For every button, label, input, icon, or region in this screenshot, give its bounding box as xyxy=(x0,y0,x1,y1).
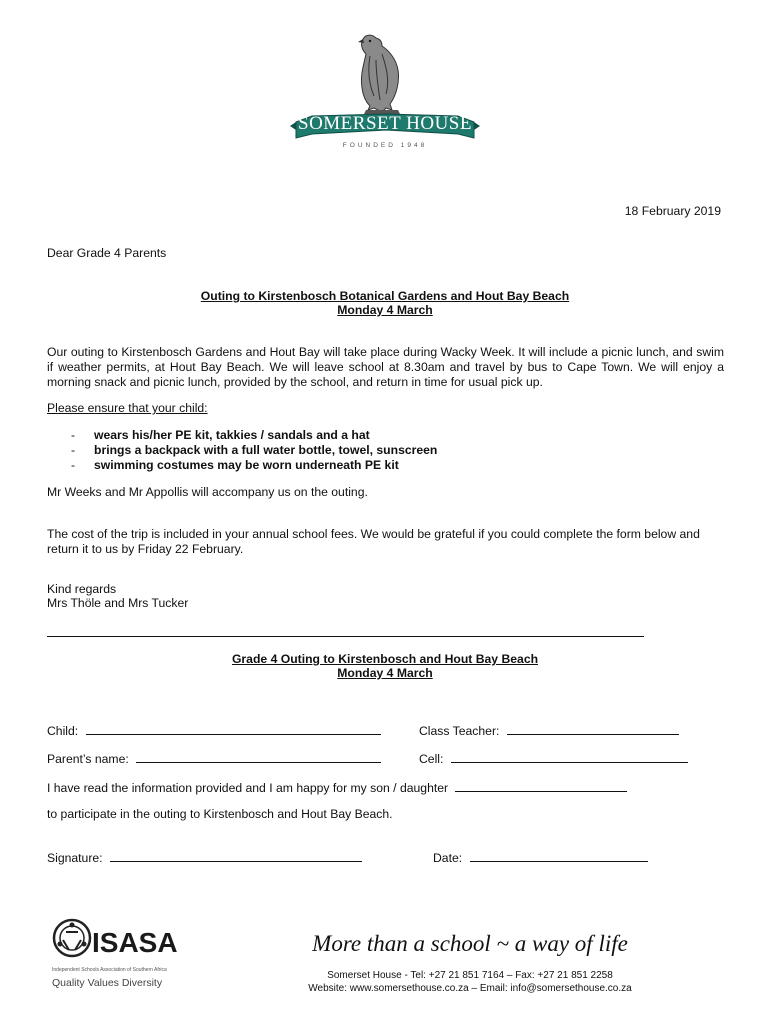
cell-input-line[interactable] xyxy=(451,750,688,763)
footer-contact: Somerset House - Tel: +27 21 851 7164 – Fax: +27 21 851 2258 xyxy=(327,970,613,981)
body-paragraph-2: Mr Weeks and Mr Appollis will accompany us on the outing. xyxy=(47,485,368,499)
footer-website: Website: www.somersethouse.co.za – Email: info@somersethouse.co.za xyxy=(308,983,632,994)
consent-row xyxy=(47,779,627,796)
body-paragraph-1: Our outing to Kirstenbosch Gardens and Hout Bay will take place during Wacky Week. It will include a picnic lunch, and swim if weather permits, at Hout Bay Beach. We will leave school at 8.30am and travel by bus to Cape Town. We will enjoy a morning snack and picnic lunch, provided by the school, and return in time for usual pick up. xyxy=(47,345,724,389)
consent-text: I have read the information provided and I am happy for my son / daughter xyxy=(47,781,449,795)
body-paragraph-3: The cost of the trip is included in your annual school fees. We would be grateful if you could complete the form below and return it to us by Friday 22 February. xyxy=(47,527,700,556)
letter-date: 18 February 2019 xyxy=(624,204,721,218)
list-item: - brings a backpack with a full water bottle, towel, sunscreen xyxy=(47,443,707,458)
founded-text: FOUNDED 1948 xyxy=(342,142,428,149)
cell-field-row xyxy=(419,750,688,767)
parent-name-label: Parent’s name: xyxy=(47,752,129,766)
date-label: Date: xyxy=(433,851,463,865)
child-name-consent-input-line[interactable] xyxy=(455,779,627,792)
signature-field-row xyxy=(47,849,362,866)
ensure-label: Please ensure that your child: xyxy=(47,401,208,415)
date-input-line[interactable] xyxy=(470,849,648,862)
list-item: - swimming costumes may be worn underneath PE kit xyxy=(47,458,707,473)
closing-regards: Kind regards xyxy=(47,582,117,596)
isasa-logo xyxy=(52,914,182,994)
isasa-people-circle-icon xyxy=(52,916,92,960)
class-teacher-field-row xyxy=(419,722,679,739)
school-crest-logo xyxy=(290,30,480,155)
form-title-line2: Monday 4 March xyxy=(337,666,433,680)
consent-text-2: to participate in the outing to Kirstenbosch and Hout Bay Beach. xyxy=(47,807,393,821)
isasa-full-name: Independent Schools Association of Southern Africa xyxy=(52,967,167,973)
salutation: Dear Grade 4 Parents xyxy=(47,246,167,260)
list-item: - wears his/her PE kit, takkies / sandals and a hat xyxy=(47,428,707,443)
isasa-name: ISASA xyxy=(92,927,178,958)
class-teacher-input-line[interactable] xyxy=(507,722,679,735)
parent-name-field-row xyxy=(47,750,381,767)
signature-input-line[interactable] xyxy=(110,849,362,862)
signature-label: Signature: xyxy=(47,851,103,865)
isasa-motto: Quality Values Diversity xyxy=(52,977,163,989)
form-title-line1: Grade 4 Outing to Kirstenbosch and Hout Bay Beach xyxy=(231,652,539,666)
child-input-line[interactable] xyxy=(86,722,381,735)
child-label: Child: xyxy=(47,724,79,738)
signatories: Mrs Thöle and Mrs Tucker xyxy=(47,596,189,610)
child-field-row xyxy=(47,722,381,739)
class-teacher-label: Class Teacher: xyxy=(419,724,500,738)
letter-heading-line2: Monday 4 March xyxy=(337,303,433,317)
date-field-row xyxy=(433,849,648,866)
letter-heading-line1: Outing to Kirstenbosch Botanical Gardens and Hout Bay Beach xyxy=(200,289,570,303)
requirements-list xyxy=(47,428,707,473)
tear-off-divider xyxy=(47,636,644,637)
school-tagline: More than a school ~ a way of life xyxy=(312,931,628,956)
school-name: SOMERSET HOUSE xyxy=(298,113,472,134)
cell-label: Cell: xyxy=(419,752,444,766)
parent-name-input-line[interactable] xyxy=(136,750,381,763)
eagle-icon xyxy=(290,30,480,155)
